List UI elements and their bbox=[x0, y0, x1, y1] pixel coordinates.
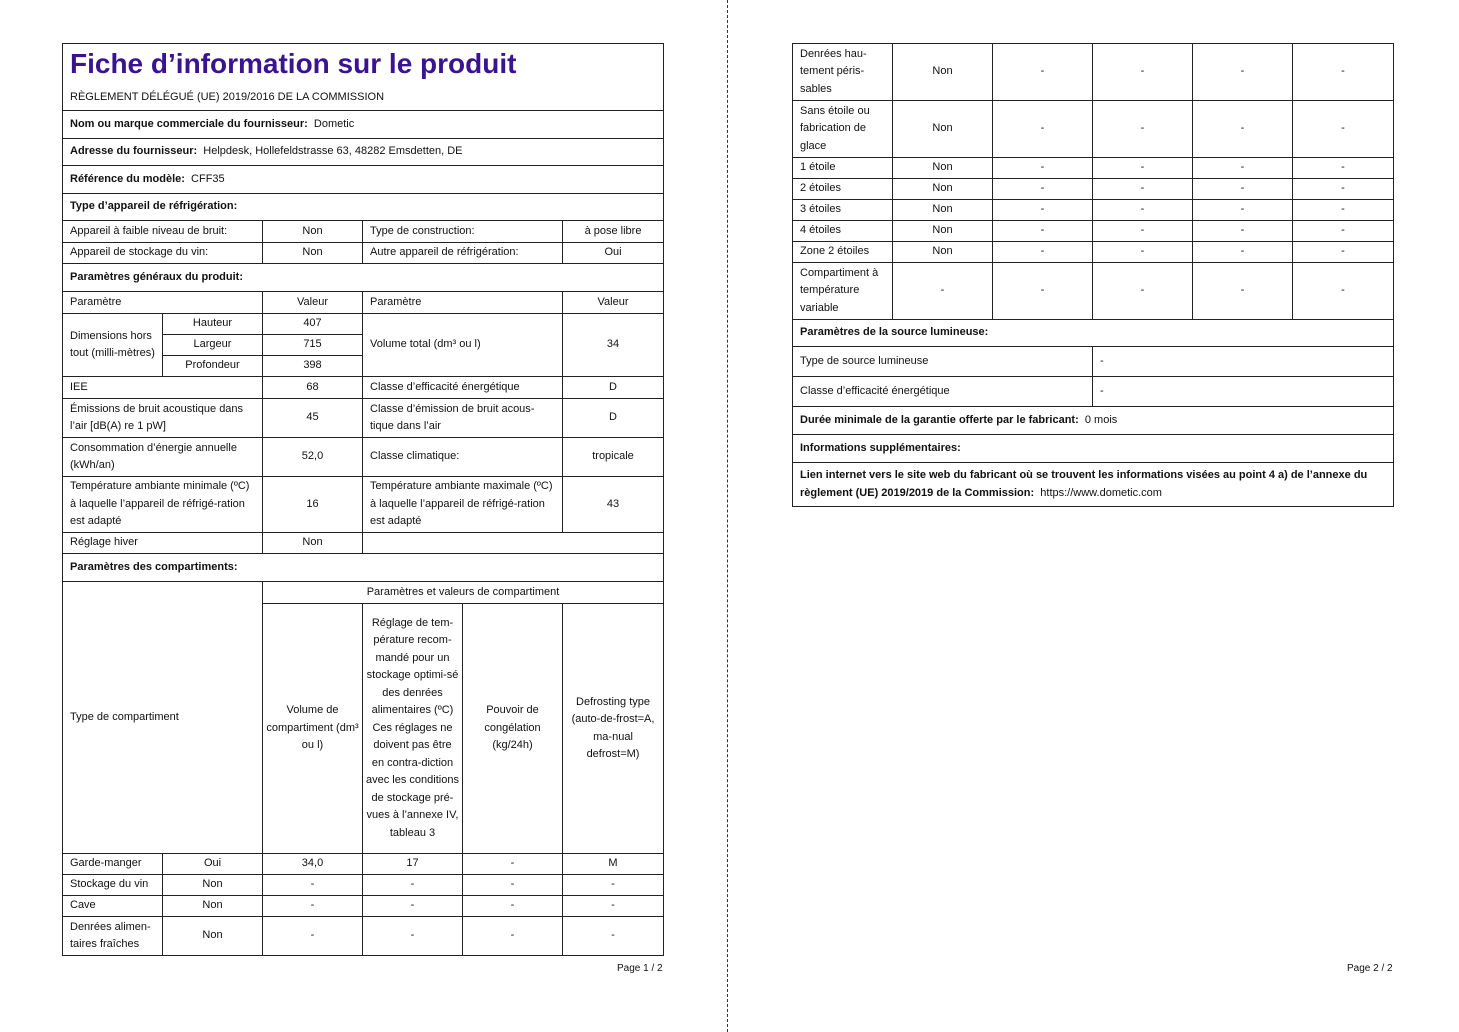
compartment-volume: - bbox=[993, 101, 1093, 158]
col-value-left: Valeur bbox=[263, 292, 363, 314]
total-volume-value: 34 bbox=[563, 314, 664, 377]
compartment-temp: - bbox=[1093, 179, 1193, 200]
warranty-value: 0 mois bbox=[1084, 413, 1118, 426]
compartment-temp: - bbox=[1093, 200, 1193, 221]
other-value: Oui bbox=[563, 243, 664, 264]
additional-header: Informations supplémentaires: bbox=[793, 435, 1394, 463]
light-header: Paramètres de la source lumineuse: bbox=[793, 320, 1394, 347]
max-temp-label: Température ambiante maximale (ºC) à laquelle l’appareil de réfrigé-ration est adapté bbox=[363, 477, 563, 533]
depth-label: Profondeur bbox=[163, 356, 263, 377]
compartment-present: Non bbox=[163, 917, 263, 956]
col-volume-header: Volume de compartiment (dm³ ou l) bbox=[263, 604, 363, 854]
supplier-address-row bbox=[63, 139, 664, 166]
width-value: 715 bbox=[263, 335, 363, 356]
regulation-subtitle: RÈGLEMENT DÉLÉGUÉ (UE) 2019/2016 DE LA COMMISSION bbox=[70, 90, 385, 103]
low-noise-label: Appareil à faible niveau de bruit: bbox=[63, 221, 263, 243]
title-cell bbox=[63, 44, 664, 111]
supplier-name-label: Nom ou marque commerciale du fournisseur: bbox=[70, 117, 308, 130]
table-row bbox=[63, 875, 664, 896]
compartment-name: Sans étoile ou fabrication de glace bbox=[793, 101, 893, 158]
compartment-continuation-table bbox=[792, 43, 1394, 507]
compartment-freeze: - bbox=[463, 917, 563, 956]
page-number-1: Page 1 / 2 bbox=[617, 963, 663, 974]
table-row bbox=[793, 179, 1394, 200]
low-noise-value: Non bbox=[263, 221, 363, 243]
col-param-left: Paramètre bbox=[63, 292, 263, 314]
table-row bbox=[793, 158, 1394, 179]
table-row bbox=[793, 200, 1394, 221]
page-title: Fiche d’information sur le produit bbox=[70, 47, 517, 79]
compartment-volume: - bbox=[993, 242, 1093, 263]
product-info-table bbox=[62, 43, 664, 956]
wine-label: Appareil de stockage du vin: bbox=[63, 243, 263, 264]
energy-class-value: D bbox=[563, 377, 664, 399]
compartment-defrost: - bbox=[1293, 179, 1394, 200]
min-temp-value: 16 bbox=[263, 477, 363, 533]
compartment-temp: - bbox=[1093, 221, 1193, 242]
supplier-address-value: Helpdesk, Hollefeldstrasse 63, 48282 Emsdetten, DE bbox=[203, 145, 463, 158]
compartment-freeze: - bbox=[1193, 179, 1293, 200]
energy-class-label: Classe d’efficacité énergétique bbox=[363, 377, 563, 399]
construction-label: Type de construction: bbox=[363, 221, 563, 243]
page-divider bbox=[727, 0, 728, 1032]
compartment-name: 3 étoiles bbox=[793, 200, 893, 221]
noise-value: 45 bbox=[263, 399, 363, 438]
climate-value: tropicale bbox=[563, 438, 664, 477]
compartment-name: Compartiment à température variable bbox=[793, 263, 893, 320]
compartment-defrost: - bbox=[563, 896, 664, 917]
compartment-volume: - bbox=[993, 44, 1093, 101]
compartment-defrost: - bbox=[1293, 263, 1394, 320]
model-value: CFF35 bbox=[191, 172, 225, 185]
table-row bbox=[793, 44, 1394, 101]
compartment-freeze: - bbox=[1193, 200, 1293, 221]
min-temp-label: Température ambiante minimale (ºC) à laquelle l’appareil de réfrigé-ration est adapté bbox=[63, 477, 263, 533]
compartment-present: Non bbox=[163, 875, 263, 896]
col-param-right: Paramètre bbox=[363, 292, 563, 314]
dimensions-label: Dimensions hors tout (milli-mètres) bbox=[63, 314, 163, 377]
compartment-name: Garde-manger bbox=[63, 854, 163, 875]
table-row bbox=[793, 242, 1394, 263]
construction-value: à pose libre bbox=[563, 221, 664, 243]
compartment-temp: - bbox=[1093, 158, 1193, 179]
compartment-temp: 17 bbox=[363, 854, 463, 875]
manufacturer-link[interactable]: https://www.dometic.com bbox=[1040, 486, 1162, 499]
consumption-value: 52,0 bbox=[263, 438, 363, 477]
page-number-2: Page 2 / 2 bbox=[1347, 963, 1393, 974]
eei-value: 68 bbox=[263, 377, 363, 399]
compartment-name: Denrées alimen-taires fraîches bbox=[63, 917, 163, 956]
compartment-name: 1 étoile bbox=[793, 158, 893, 179]
col-defrost-header: Defrosting type (auto-de-frost=A, ma-nual defrost=M) bbox=[563, 604, 664, 854]
compartment-temp: - bbox=[1093, 242, 1193, 263]
compartment-freeze: - bbox=[463, 854, 563, 875]
compartment-defrost: - bbox=[563, 875, 664, 896]
compartment-present: Oui bbox=[163, 854, 263, 875]
compartment-freeze: - bbox=[463, 896, 563, 917]
winter-empty bbox=[363, 533, 664, 554]
compartment-volume: - bbox=[263, 896, 363, 917]
table-row bbox=[793, 101, 1394, 158]
compartment-temp: - bbox=[363, 917, 463, 956]
compartment-volume: - bbox=[263, 917, 363, 956]
height-value: 407 bbox=[263, 314, 363, 335]
col-temp-header: Réglage de tem-pérature recom-mandé pour un stockage optimi-sé des denrées alimentaires (ºC) Ces réglages ne doivent pas être en contra-diction avec les conditions de stockage pré-vues à l’annexe IV, tableau 3 bbox=[363, 604, 463, 854]
col-freezing-header: Pouvoir de congélation (kg/24h) bbox=[463, 604, 563, 854]
compartment-name: 2 étoiles bbox=[793, 179, 893, 200]
compartment-volume: - bbox=[993, 200, 1093, 221]
compartment-freeze: - bbox=[1193, 158, 1293, 179]
table-row bbox=[793, 263, 1394, 320]
noise-class-value: D bbox=[563, 399, 664, 438]
compartment-freeze: - bbox=[1193, 101, 1293, 158]
compartment-present: Non bbox=[893, 179, 993, 200]
noise-class-label: Classe d’émission de bruit acous-tique dans l’air bbox=[363, 399, 563, 438]
compartment-temp: - bbox=[1093, 101, 1193, 158]
eei-label: IEE bbox=[63, 377, 263, 399]
model-row bbox=[63, 166, 664, 194]
supplier-name-row bbox=[63, 111, 664, 139]
depth-value: 398 bbox=[263, 356, 363, 377]
compartment-defrost: - bbox=[563, 917, 664, 956]
max-temp-value: 43 bbox=[563, 477, 664, 533]
compartment-present: Non bbox=[893, 242, 993, 263]
compartments-header: Paramètres des compartiments: bbox=[63, 554, 664, 582]
compartment-volume: - bbox=[263, 875, 363, 896]
light-type-value: - bbox=[1093, 347, 1394, 377]
general-header: Paramètres généraux du produit: bbox=[63, 264, 664, 292]
compartment-freeze: - bbox=[1193, 263, 1293, 320]
compartment-defrost: - bbox=[1293, 242, 1394, 263]
table-row bbox=[63, 896, 664, 917]
col-value-right: Valeur bbox=[563, 292, 664, 314]
width-label: Largeur bbox=[163, 335, 263, 356]
compartment-temp: - bbox=[363, 875, 463, 896]
model-label: Référence du modèle: bbox=[70, 172, 185, 185]
light-class-value: - bbox=[1093, 377, 1394, 407]
compartment-defrost: - bbox=[1293, 44, 1394, 101]
warranty-label: Durée minimale de la garantie offerte par le fabricant: bbox=[800, 413, 1079, 426]
compartment-volume: - bbox=[993, 179, 1093, 200]
compartment-temp: - bbox=[363, 896, 463, 917]
compartment-volume: - bbox=[993, 263, 1093, 320]
noise-label: Émissions de bruit acoustique dans l’air [dB(A) re 1 pW] bbox=[63, 399, 263, 438]
compartment-temp: - bbox=[1093, 263, 1193, 320]
compartment-name: Stockage du vin bbox=[63, 875, 163, 896]
compartment-temp: - bbox=[1093, 44, 1193, 101]
table-row bbox=[63, 917, 664, 956]
compartment-volume: - bbox=[993, 221, 1093, 242]
compartment-defrost: M bbox=[563, 854, 664, 875]
compartment-volume: - bbox=[993, 158, 1093, 179]
compartment-freeze: - bbox=[1193, 221, 1293, 242]
compartment-volume: 34,0 bbox=[263, 854, 363, 875]
other-label: Autre appareil de réfrigération: bbox=[363, 243, 563, 264]
supplier-address-label: Adresse du fournisseur: bbox=[70, 145, 198, 158]
climate-label: Classe climatique: bbox=[363, 438, 563, 477]
compartment-name: Cave bbox=[63, 896, 163, 917]
compartment-present: Non bbox=[893, 158, 993, 179]
compartment-name: Denrées hau-tement péris-sables bbox=[793, 44, 893, 101]
compartment-defrost: - bbox=[1293, 200, 1394, 221]
compartment-present: Non bbox=[893, 44, 993, 101]
light-class-label: Classe d’efficacité énergétique bbox=[793, 377, 1093, 407]
compartment-name: 4 étoiles bbox=[793, 221, 893, 242]
compartment-present: Non bbox=[893, 200, 993, 221]
compartment-present: Non bbox=[893, 221, 993, 242]
link-label: Lien internet vers le site web du fabricant où se trouvent les informations visées au point 4 a) de l’annexe du règlement (UE) 2019/2019 de la Commission: bbox=[800, 469, 1368, 499]
winter-value: Non bbox=[263, 533, 363, 554]
compartment-type-label: Type de compartiment bbox=[63, 582, 263, 854]
compartment-freeze: - bbox=[1193, 44, 1293, 101]
total-volume-label: Volume total (dm³ ou l) bbox=[363, 314, 563, 377]
compartment-name: Zone 2 étoiles bbox=[793, 242, 893, 263]
compartment-params-header: Paramètres et valeurs de compartiment bbox=[263, 582, 664, 604]
compartment-defrost: - bbox=[1293, 221, 1394, 242]
height-label: Hauteur bbox=[163, 314, 263, 335]
wine-value: Non bbox=[263, 243, 363, 264]
appliance-type-header: Type d’appareil de réfrigération: bbox=[63, 194, 664, 221]
consumption-label: Consommation d’énergie annuelle (kWh/an) bbox=[63, 438, 263, 477]
compartment-defrost: - bbox=[1293, 158, 1394, 179]
compartment-defrost: - bbox=[1293, 101, 1394, 158]
winter-label: Réglage hiver bbox=[63, 533, 263, 554]
compartment-freeze: - bbox=[1193, 242, 1293, 263]
compartment-freeze: - bbox=[463, 875, 563, 896]
compartment-present: - bbox=[893, 263, 993, 320]
compartment-present: Non bbox=[163, 896, 263, 917]
light-type-label: Type de source lumineuse bbox=[793, 347, 1093, 377]
compartment-present: Non bbox=[893, 101, 993, 158]
warranty-row bbox=[793, 407, 1394, 435]
supplier-name-value: Dometic bbox=[313, 117, 355, 130]
table-row bbox=[793, 221, 1394, 242]
link-row bbox=[793, 463, 1394, 507]
table-row bbox=[63, 854, 664, 875]
